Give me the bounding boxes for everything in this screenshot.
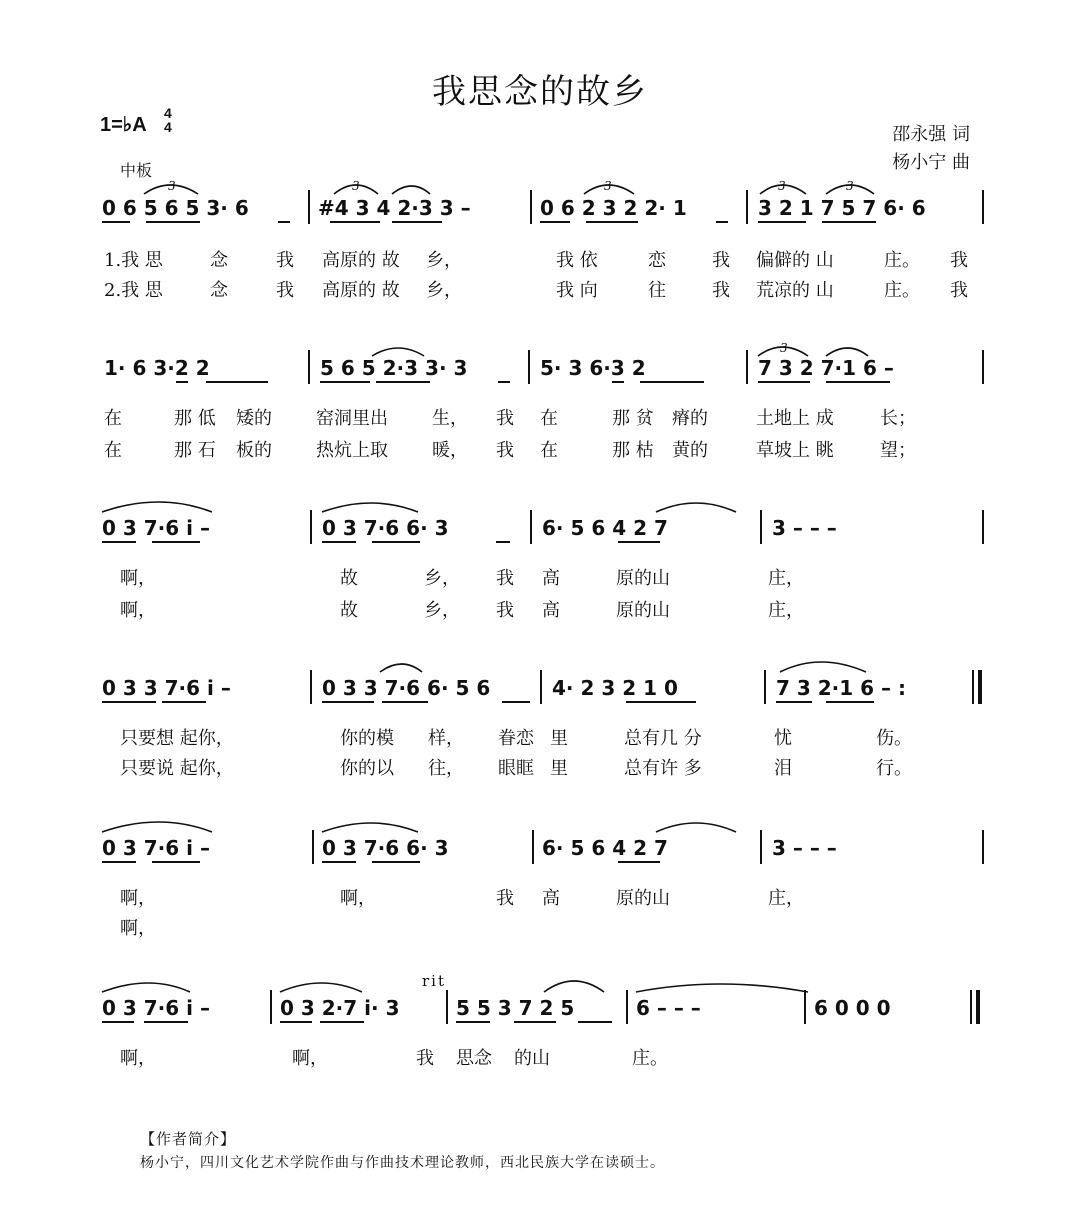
measure: 3 – – – [772, 836, 837, 860]
lyric: 恋 [648, 250, 666, 271]
lyric: 偏僻的 山 [756, 250, 834, 271]
lyric: 那 石 [174, 440, 216, 461]
lyric: 只要想 起你， [120, 728, 234, 749]
lyric: 往， [428, 758, 464, 779]
measure: 0 3 3 7·6 6· 5 6 [322, 676, 491, 700]
lyric: 土地上 成 [756, 408, 834, 429]
lyric: 生， [432, 408, 468, 429]
lyric: 我 [496, 888, 514, 909]
lyric: 暖， [432, 440, 468, 461]
key-text: 1=♭A [100, 114, 147, 136]
lyric: 往 [648, 280, 666, 301]
measure: 0 3 7·6 6· 3 [322, 516, 449, 540]
lyric: 原的山 [616, 568, 670, 589]
lyric: 总有几 分 [624, 728, 702, 749]
lyric: 原的山 [616, 600, 670, 621]
song-title: 我思念的故乡 [432, 72, 648, 112]
lyric: 啊， [120, 600, 156, 621]
measure: 0 6 5 6 5 3· 6 [102, 196, 249, 220]
measure: 0 3 2·7 i· 3 [280, 996, 400, 1020]
lyric: 泪 [774, 758, 792, 779]
lyric: 黄的 [672, 440, 708, 461]
lyric: 伤。 [876, 728, 912, 749]
lyric: 啊， [120, 918, 156, 939]
lyric: 荒凉的 山 [756, 280, 834, 301]
measure: 5 6 5 2·3 3· 3 [320, 356, 468, 380]
author-intro-text: 杨小宁，四川文化艺术学院作曲与作曲技术理论教师，西北民族大学在读硕士。 [140, 1155, 665, 1171]
lyric: 在 [104, 408, 122, 429]
composer-credit: 杨小宁 曲 [892, 152, 970, 173]
measure: 0 3 7·6 i – [102, 996, 210, 1020]
lyric: 在 [104, 440, 122, 461]
lyric: 那 低 [174, 408, 216, 429]
lyric: 总有许 多 [624, 758, 702, 779]
lyric: 我 [950, 250, 968, 271]
lyric: 啊， [120, 1048, 156, 1069]
lyric: 庄。 [884, 280, 920, 301]
rit-marking: rit [422, 972, 446, 990]
lyric: 原的山 [616, 888, 670, 909]
lyric: 样， [428, 728, 464, 749]
lyric: 我 [416, 1048, 434, 1069]
time-signature: 4 4 [164, 105, 172, 135]
measure: 5· 3 6·3 2 [540, 356, 646, 380]
lyric: 高 [542, 600, 560, 621]
lyric: 乡， [426, 250, 462, 271]
lyric: 念 [210, 280, 228, 301]
svg-text:3: 3 [604, 179, 612, 193]
lyric: 在 [540, 440, 558, 461]
measure: 6 – – – [636, 996, 701, 1020]
lyric: 的山 [514, 1048, 550, 1069]
lyric: 板的 [236, 440, 272, 461]
measure: 5 5 3 7 2 5 [456, 996, 575, 1020]
lyric: 1.我 思 [104, 250, 163, 271]
measure: #4 3 4 2·3 3 – [318, 196, 471, 220]
svg-text:3: 3 [352, 179, 360, 193]
lyric: 乡， [424, 568, 460, 589]
lyric: 故 [340, 568, 358, 589]
measure: 1· 6 3·2 2 [104, 356, 210, 380]
lyric: 那 枯 [612, 440, 654, 461]
measure: 3 – – – [772, 516, 837, 540]
author-intro-heading: 【作者简介】 [140, 1130, 237, 1148]
measure: 6· 5 6 4 2 7 [542, 836, 668, 860]
measure: 3 2 1 7 5 7 6· 6 [758, 196, 926, 220]
measure: 6 0 0 0 [814, 996, 891, 1020]
lyric: 我 [496, 408, 514, 429]
lyric: 故 [340, 600, 358, 621]
lyric: 热炕上取 [316, 440, 388, 461]
lyric: 你的以 [340, 758, 394, 779]
lyric: 我 [496, 568, 514, 589]
lyric: 里 [550, 758, 568, 779]
lyric: 啊， [120, 888, 156, 909]
lyric: 高原的 故 [322, 280, 400, 301]
lyric: 瘠的 [672, 408, 708, 429]
lyric: 我 [712, 280, 730, 301]
lyric: 啊， [292, 1048, 328, 1069]
lyric: 我 向 [556, 280, 598, 301]
svg-text:3: 3 [780, 341, 788, 355]
lyric: 眷恋 [498, 728, 534, 749]
lyric: 忧 [774, 728, 792, 749]
lyric: 啊， [340, 888, 376, 909]
lyric: 我 [276, 250, 294, 271]
measure: 0 3 7·6 i – [102, 516, 210, 540]
lyric: 我 [276, 280, 294, 301]
measure: 0 3 7·6 6· 3 [322, 836, 449, 860]
lyric: 我 [496, 440, 514, 461]
lyric: 那 贫 [612, 408, 654, 429]
lyric: 草坡上 眺 [756, 440, 834, 461]
lyric: 矮的 [236, 408, 272, 429]
measure: 0 3 7·6 i – [102, 836, 210, 860]
measure: 4· 2 3 2 1 0 [552, 676, 678, 700]
lyric: 乡， [426, 280, 462, 301]
lyric: 乡， [424, 600, 460, 621]
lyric: 我 [496, 600, 514, 621]
svg-text:3: 3 [778, 179, 786, 193]
lyric: 你的模 [340, 728, 394, 749]
lyric: 只要说 起你， [120, 758, 234, 779]
lyric: 里 [550, 728, 568, 749]
lyric: 庄， [768, 888, 804, 909]
lyric: 我 [950, 280, 968, 301]
lyric: 高 [542, 888, 560, 909]
lyric: 念 [210, 250, 228, 271]
lyric: 望； [880, 440, 916, 461]
lyric: 高 [542, 568, 560, 589]
tempo-marking: 中板 [120, 161, 153, 180]
lyric: 庄。 [632, 1048, 668, 1069]
measure: 0 6 2 3 2 2· 1 [540, 196, 687, 220]
lyricist-credit: 邵永强 词 [892, 124, 970, 145]
measure: 7 3 2·1 6 – : [776, 676, 906, 700]
measure: 6· 5 6 4 2 7 [542, 516, 668, 540]
lyric: 庄， [768, 600, 804, 621]
lyric: 眼眶 [498, 758, 534, 779]
lyric: 2.我 思 [104, 280, 163, 301]
lyric: 我 [712, 250, 730, 271]
lyric: 窑洞里出 [316, 408, 388, 429]
lyric: 高原的 故 [322, 250, 400, 271]
measure: 0 3 3 7·6 i – [102, 676, 231, 700]
lyric: 我 依 [556, 250, 598, 271]
measure: 7 3 2 7·1 6 – [758, 356, 894, 380]
svg-text:3: 3 [846, 179, 854, 193]
lyric: 庄。 [884, 250, 920, 271]
lyric: 行。 [876, 758, 912, 779]
svg-text:3: 3 [168, 179, 176, 193]
lyric: 长； [880, 408, 916, 429]
lyric: 思念 [456, 1048, 492, 1069]
lyric: 在 [540, 408, 558, 429]
lyric: 庄， [768, 568, 804, 589]
lyric: 啊， [120, 568, 156, 589]
